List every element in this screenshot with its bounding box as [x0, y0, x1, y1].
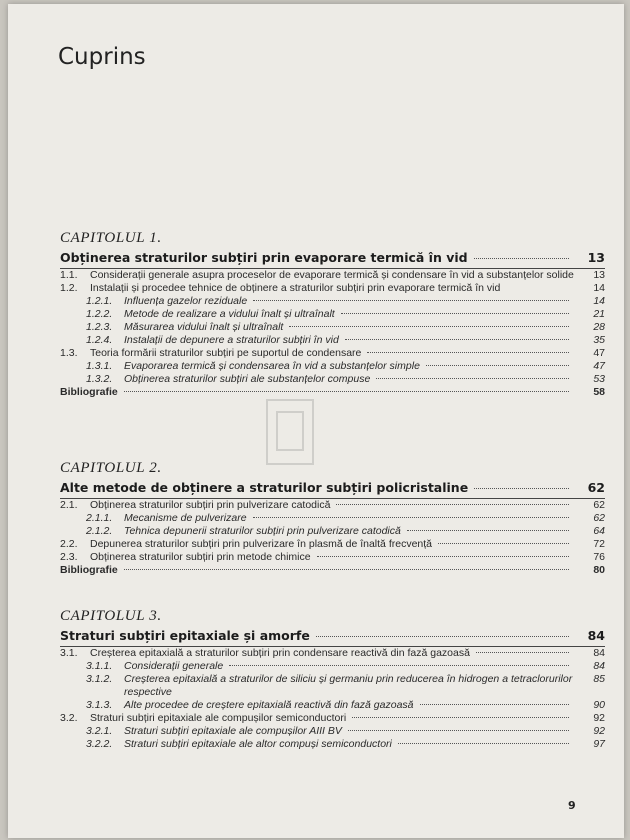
entry-text: Teoria formării straturilor subțiri pe suportul de condensare: [90, 347, 362, 359]
entry-text: Tehnica depunerii straturilor subțiri prin pulverizare catodică: [124, 525, 401, 537]
toc-entry: [60, 373, 605, 386]
entry-page: 72: [593, 538, 605, 550]
entry-text: Influența gazelor reziduale: [124, 295, 248, 307]
entry-page: 84: [593, 660, 605, 672]
toc-entry: [60, 334, 605, 347]
entry-number: 1.2.3.: [86, 321, 113, 333]
entry-text: Măsurarea vidului înalt și ultraînalt: [124, 321, 284, 333]
entry-page: 21: [593, 308, 605, 320]
entry-page: 80: [593, 564, 605, 576]
chapter-label: CAPITOLUL 3.: [60, 608, 162, 624]
entry-page: 47: [593, 360, 605, 372]
leader-dots: [420, 704, 569, 705]
toc-entry: [60, 738, 605, 751]
entry-number: 2.1.1.: [86, 512, 113, 524]
entry-number: 3.2.1.: [86, 725, 113, 737]
entry-number: 3.1.1.: [86, 660, 113, 672]
chapter-label: CAPITOLUL 2.: [60, 460, 162, 476]
library-stamp-mark: [266, 399, 314, 465]
chapter-title-text: Straturi subțiri epitaxiale și amorfe: [60, 628, 310, 643]
entry-text: Obținerea straturilor subțiri prin metode chimice: [90, 551, 311, 563]
leader-dots: [289, 326, 569, 327]
toc-entry: [60, 725, 605, 738]
toc-entry: [60, 347, 605, 360]
chapter-2: [60, 460, 605, 577]
entry-text: Creșterea epitaxială a straturilor subțiri prin condensare reactivă din fază gazoasă: [90, 647, 470, 659]
entry-text: Instalații și procedee tehnice de obținere a straturilor subțiri prin evaporare termică în vid: [90, 282, 501, 294]
leader-dots: [124, 569, 569, 570]
leader-dots: [476, 652, 569, 653]
leader-dots: [376, 378, 569, 379]
chapter-title-text: Obținerea straturilor subțiri prin evaporare termică în vid: [60, 250, 468, 265]
entry-page: 53: [593, 373, 605, 385]
leader-dots: [398, 743, 569, 744]
toc-entry: [60, 295, 605, 308]
entry-text: Depunerea straturilor subțiri prin pulverizare în plasmă de înaltă frecvență: [90, 538, 433, 550]
entry-text: Metode de realizare a vidului înalt și ultraînalt: [124, 308, 335, 320]
entry-number: 3.2.2.: [86, 738, 113, 750]
toc-entry: [60, 699, 605, 712]
entry-number: 1.3.1.: [86, 360, 113, 372]
toc-entry: [60, 525, 605, 538]
toc-entry: [60, 282, 605, 295]
toc-entry: [60, 673, 605, 699]
entry-text: Straturi subțiri epitaxiale ale compușilor AIII BV: [124, 725, 342, 737]
entry-page: 76: [593, 551, 605, 563]
toc-entry: [60, 360, 605, 373]
entry-text: Considerații generale: [124, 660, 224, 672]
chapter-title: [60, 480, 605, 495]
leader-dots: [124, 391, 569, 392]
entry-page: 28: [593, 321, 605, 333]
entry-page: 35: [593, 334, 605, 346]
entry-page: 62: [593, 512, 605, 524]
entry-page: 13: [593, 269, 605, 281]
toc-entry: [60, 269, 605, 282]
entry-text: Bibliografie: [60, 386, 118, 398]
chapter-3: [60, 608, 605, 751]
entry-page: 14: [593, 282, 605, 294]
entry-text: Creșterea epitaxială a straturilor de siliciu și germaniu prin reducerea în hidrogen a tetraclorurilor respective: [124, 673, 573, 698]
entry-number: 1.2.: [60, 282, 78, 294]
entry-text: Straturi subțiri epitaxiale ale altor compuși semiconductori: [124, 738, 392, 750]
entry-number: 1.1.: [60, 269, 78, 281]
chapter-title-page: 62: [587, 480, 605, 495]
entry-page: 97: [593, 738, 605, 750]
leader-dots: [345, 339, 569, 340]
entry-text: Obținerea straturilor subțiri prin pulverizare catodică: [90, 499, 331, 511]
toc-entry: [60, 551, 605, 564]
entry-text: Evaporarea termică și condensarea în vid a substanțelor simple: [124, 360, 420, 372]
entry-text: Mecanisme de pulverizare: [124, 512, 247, 524]
entry-number: 2.3.: [60, 551, 78, 563]
leader-dots: [317, 556, 569, 557]
entry-text: Obținerea straturilor subțiri ale substanțelor compuse: [124, 373, 371, 385]
entry-number: 2.2.: [60, 538, 78, 550]
entry-page: 58: [593, 386, 605, 398]
entry-page: 92: [593, 725, 605, 737]
leader-dots: [316, 636, 569, 637]
toc-entry: [60, 499, 605, 512]
toc-entry: [60, 512, 605, 525]
entry-number: 3.1.: [60, 647, 78, 659]
chapter-title: [60, 628, 605, 643]
entry-text: Bibliografie: [60, 564, 118, 576]
leader-dots: [352, 717, 569, 718]
toc-entry: [60, 321, 605, 334]
entry-number: 2.1.2.: [86, 525, 113, 537]
entry-number: 1.3.2.: [86, 373, 113, 385]
chapter-title-text: Alte metode de obținere a straturilor subțiri policristaline: [60, 480, 469, 495]
toc-entry: [60, 538, 605, 551]
chapter-title-page: 84: [587, 628, 605, 643]
entry-number: 2.1.: [60, 499, 78, 511]
entry-text: Alte procedee de creștere epitaxială reactivă din fază gazoasă: [124, 699, 414, 711]
entry-number: 3.1.2.: [86, 673, 113, 685]
entry-page: 64: [593, 525, 605, 537]
leader-dots: [426, 365, 569, 366]
page-number: 9: [568, 799, 576, 812]
toc-entry-bibliography: [60, 564, 605, 577]
toc-entry: [60, 308, 605, 321]
leader-dots: [253, 300, 569, 301]
entry-text: Considerații generale asupra proceselor de evaporare termică și condensare în vid a substanțelor solide: [90, 269, 574, 281]
entry-page: 90: [593, 699, 605, 711]
entry-number: 1.2.4.: [86, 334, 113, 346]
chapter-title: [60, 250, 605, 265]
entry-page: 62: [593, 499, 605, 511]
leader-dots: [367, 352, 569, 353]
leader-dots: [253, 517, 569, 518]
entry-page: 85: [593, 673, 605, 685]
leader-dots: [438, 543, 569, 544]
entry-number: 3.1.3.: [86, 699, 113, 711]
leader-dots: [474, 488, 569, 489]
entry-page: 92: [593, 712, 605, 724]
toc-entry-bibliography: [60, 386, 605, 399]
entry-page: 47: [593, 347, 605, 359]
entry-text: Instalații de depunere a straturilor subțiri în vid: [124, 334, 339, 346]
toc-entry: [60, 712, 605, 725]
entry-number: 3.2.: [60, 712, 78, 724]
entry-number: 1.2.2.: [86, 308, 113, 320]
chapter-1: [60, 230, 605, 399]
entry-page: 14: [593, 295, 605, 307]
leader-dots: [341, 313, 569, 314]
toc-entry: [60, 647, 605, 660]
toc-entry: [60, 660, 605, 673]
page-title: Cuprins: [58, 44, 146, 70]
book-page: [8, 4, 624, 838]
leader-dots: [229, 665, 569, 666]
leader-dots: [474, 258, 569, 259]
entry-number: 1.2.1.: [86, 295, 113, 307]
leader-dots: [407, 530, 569, 531]
entry-text: Straturi subțiri epitaxiale ale compușilor semiconductori: [90, 712, 347, 724]
chapter-label: CAPITOLUL 1.: [60, 230, 162, 246]
chapter-title-page: 13: [587, 250, 605, 265]
entry-number: 1.3.: [60, 347, 78, 359]
leader-dots: [336, 504, 569, 505]
entry-page: 84: [593, 647, 605, 659]
leader-dots: [348, 730, 569, 731]
